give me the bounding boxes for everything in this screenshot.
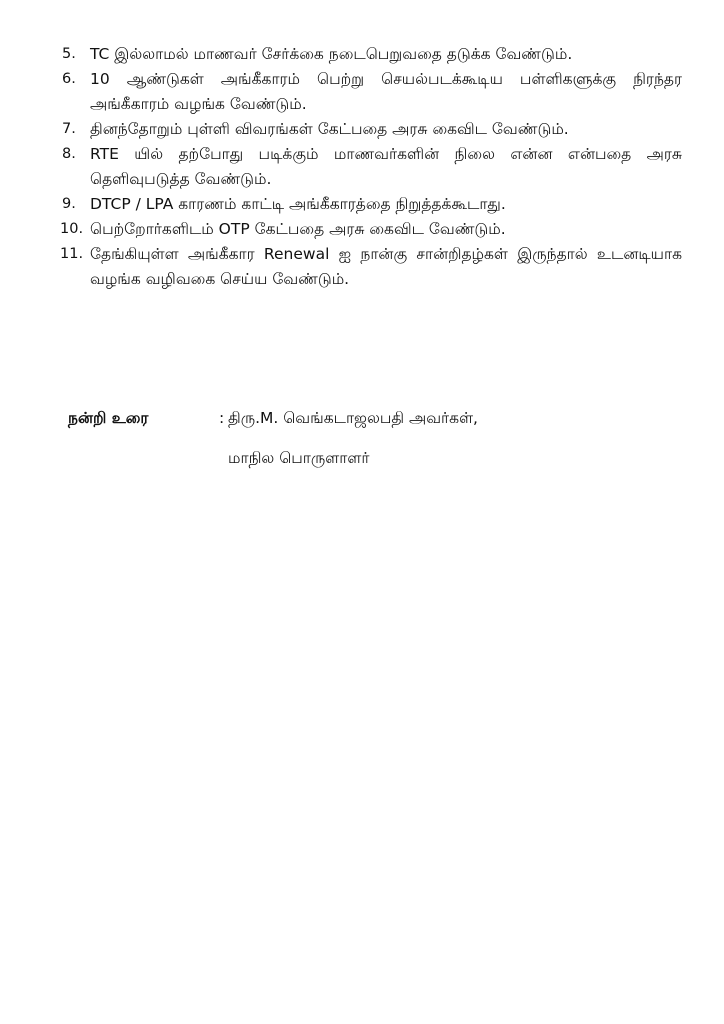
demand-item-8 [62,142,682,192]
demand-item-9 [62,192,682,217]
demand-text: தினந்தோறும் புள்ளி விவரங்கள் கேட்பதை அரசு கைவிட வேண்டும். [90,120,569,138]
demand-item-11 [62,242,682,292]
demand-item-6 [62,67,682,117]
demand-number: 7. [62,121,76,137]
demand-text: பெற்றோர்களிடம் OTP கேட்பதை அரசு கைவிட வேண்டும். [90,220,506,238]
demand-number: 11. [60,246,84,262]
demand-text: தேங்கியுள்ள அங்கீகார Renewal ஐ நான்கு சான்றிதழ்கள் இருந்தால் உடனடியாக வழங்க வழிவகை செய்ய வேண்டும். [90,245,682,288]
demand-text: RTE யில் தற்போது படிக்கும் மாணவர்களின் நிலை என்ன என்பதை அரசு தெளிவுபடுத்த வேண்டும். [90,145,682,188]
label-colon: : [219,409,225,427]
speaker-name: திரு.M. வெங்கடாஜலபதி அவர்கள், [228,409,478,427]
demand-text: TC இல்லாமல் மாணவர் சேர்க்கை நடைபெறுவதை தடுக்க வேண்டும். [90,45,573,63]
demand-item-10 [62,217,682,242]
demand-number: 9. [62,196,76,212]
demand-text: 10 ஆண்டுகள் அங்கீகாரம் பெற்று செயல்படக்கூடிய பள்ளிகளுக்கு நிரந்தர அங்கீகாரம் வழங்க வேண்டும். [90,70,682,113]
demands-list [62,42,682,292]
demand-number: 8. [62,146,76,162]
speaker-designation: மாநில பொருளாளர் [228,449,370,467]
demand-text: DTCP / LPA காரணம் காட்டி அங்கீகாரத்தை நிறுத்தக்கூடாது. [90,195,506,213]
demand-number: 5. [62,46,76,62]
demand-item-5 [62,42,682,67]
vote-of-thanks-label: நன்றி உரை [68,409,149,427]
demand-number: 6. [62,71,76,87]
demand-item-7 [62,117,682,142]
demand-number: 10. [60,221,84,237]
